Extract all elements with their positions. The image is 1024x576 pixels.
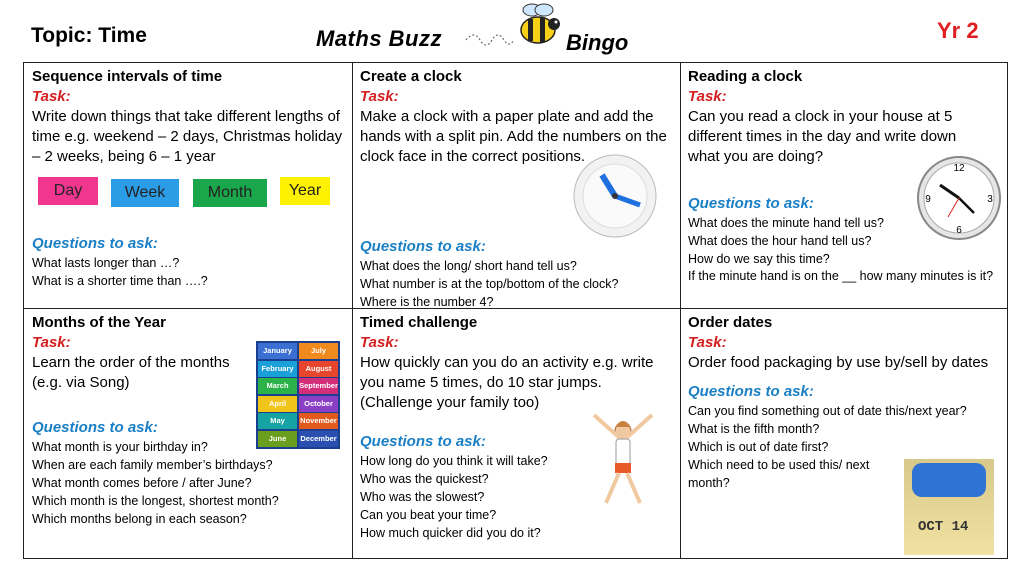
cell-sequence-intervals (24, 63, 352, 308)
month-tile: August (299, 361, 338, 377)
questions-label: Questions to ask: (360, 238, 486, 255)
month-tile: February (258, 361, 297, 377)
question-item: Which is out of date first? (688, 440, 829, 454)
month-tile: November (299, 413, 338, 429)
task-text: Write down things that take different lengths of time e.g. weekend – 2 days, Christmas holiday – 2 weeks, being 6 – 1 year (32, 108, 343, 165)
task-text: Learn the order of the months (e.g. via Song) (32, 354, 230, 391)
question-item: What does the hour hand tell us? (688, 234, 872, 248)
question-item: What does the long/ short hand tell us? (360, 259, 577, 273)
task-text: Order food packaging by use by/sell by dates (688, 354, 989, 371)
month-tile: January (258, 343, 297, 359)
question-item: Can you find something out of date this/next year? (688, 404, 967, 418)
year-badge: Yr 2 (937, 18, 979, 43)
questions-label: Questions to ask: (688, 383, 814, 400)
month-tile: September (299, 378, 338, 394)
svg-text:6: 6 (956, 225, 962, 236)
bottle-cap-icon (912, 463, 986, 497)
month-tile: April (258, 396, 297, 412)
question-item: What lasts longer than …? (32, 256, 180, 270)
title-maths-buzz: Maths Buzz (316, 26, 442, 51)
date-label: OCT 14 (918, 519, 969, 535)
month-tile: March (258, 378, 297, 394)
question-item: Where is the number 4? (360, 295, 494, 309)
task-text: How quickly can you do an activity e.g. write you name 5 times, do 10 star jumps. (Challenge your family too) (360, 354, 654, 411)
wall-clock-icon (916, 155, 1002, 241)
month-tile: December (299, 431, 338, 447)
task-label: Task: (32, 334, 71, 351)
star-jump-girl-icon (590, 409, 656, 509)
chip-month: Month (193, 179, 267, 207)
question-item: Which months belong in each season? (32, 512, 247, 526)
question-item: Who was the quickest? (360, 472, 489, 486)
cell-heading: Sequence intervals of time (32, 68, 223, 85)
task-text: Can you read a clock in your house at 5 different times in the day and write down what you are doing? (688, 108, 957, 165)
cell-heading: Months of the Year (32, 314, 166, 331)
task-label: Task: (688, 334, 727, 351)
month-tile: June (258, 431, 297, 447)
milk-bottle-image (904, 459, 994, 555)
task-label: Task: (360, 334, 399, 351)
bee-icon (462, 0, 562, 56)
month-tile: May (258, 413, 297, 429)
question-item: Who was the slowest? (360, 490, 485, 504)
task-label: Task: (32, 88, 71, 105)
chip-day: Day (38, 177, 98, 205)
task-text: Make a clock with a paper plate and add the hands with a split pin. Add the numbers on the clock face in the correct positions. (360, 108, 667, 165)
svg-text:3: 3 (987, 194, 993, 205)
cell-reading-clock (680, 63, 1008, 308)
question-item: What is a shorter time than ….? (32, 274, 208, 288)
question-item: Which month is the longest, shortest month? (32, 494, 279, 508)
question-item: Which need to be used this/ next month? (688, 458, 870, 490)
month-tile: October (299, 396, 338, 412)
cell-heading: Reading a clock (688, 68, 803, 85)
questions-label: Questions to ask: (360, 433, 486, 450)
title-bingo: Bingo (566, 30, 629, 55)
question-item: What is the fifth month? (688, 422, 820, 436)
cell-months-of-year (24, 309, 352, 560)
cell-create-clock (352, 63, 680, 308)
question-item: What does the minute hand tell us? (688, 216, 884, 230)
cell-timed-challenge (352, 309, 680, 560)
cell-order-dates (680, 309, 1008, 560)
paper-plate-clock-icon (572, 153, 658, 239)
task-label: Task: (360, 88, 399, 105)
month-tile: July (299, 343, 338, 359)
question-item: How do we say this time? (688, 252, 830, 266)
question-item: How long do you think it will take? (360, 454, 548, 468)
chip-week: Week (111, 179, 179, 207)
question-item: When are each family member’s birthdays? (32, 458, 273, 472)
cell-heading: Timed challenge (360, 314, 478, 331)
task-label: Task: (688, 88, 727, 105)
cell-heading: Create a clock (360, 68, 462, 85)
question-item: If the minute hand is on the __ how many minutes is it? (688, 269, 994, 283)
chip-year: Year (280, 177, 330, 205)
svg-text:9: 9 (925, 194, 931, 205)
topic-heading: Topic: Time (31, 24, 147, 47)
question-item: How much quicker did you do it? (360, 526, 541, 540)
questions-label: Questions to ask: (32, 235, 158, 252)
question-item: Can you beat your time? (360, 508, 497, 522)
question-item: What number is at the top/bottom of the clock? (360, 277, 619, 291)
questions-label: Questions to ask: (688, 195, 814, 212)
question-item: What month comes before / after June? (32, 476, 252, 490)
bingo-grid (23, 62, 1008, 559)
questions-label: Questions to ask: (32, 419, 158, 436)
question-item: What month is your birthday in? (32, 440, 208, 454)
cell-heading: Order dates (688, 314, 773, 331)
svg-text:12: 12 (953, 163, 965, 174)
